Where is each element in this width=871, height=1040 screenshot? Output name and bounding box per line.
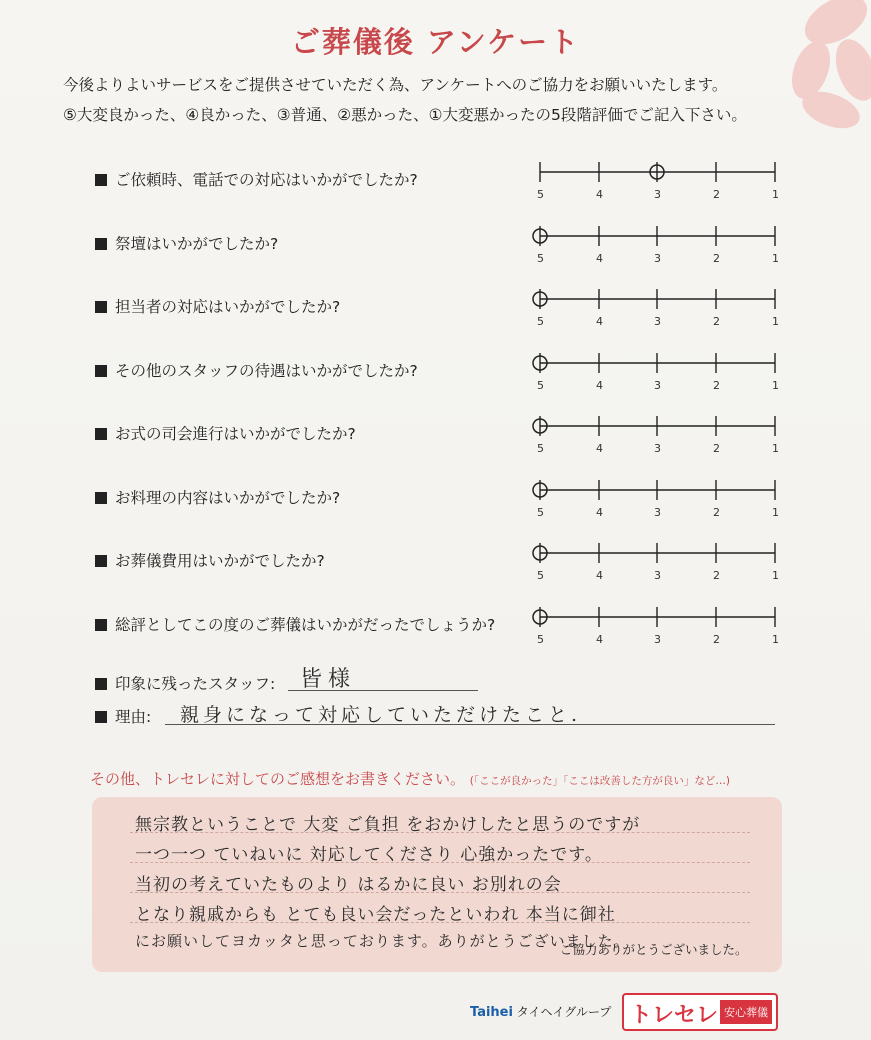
comment-note: (「ここが良かった」「ここは改善した方が良い」など…) — [469, 775, 730, 787]
staff-label: 印象に残ったスタッフ: — [115, 675, 276, 693]
scale-tick-label: 3 — [654, 632, 661, 645]
scale-tick-label: 2 — [713, 251, 720, 264]
footer-logo — [622, 993, 778, 1031]
reason-underline — [165, 724, 775, 725]
intro-line-1: 今後よりよいサービスをご提供させていただく為、アンケートへのご協力をお願いいたします。 — [63, 76, 728, 94]
scale-tick-label: 1 — [772, 632, 779, 645]
scale-tick-label: 5 — [537, 632, 544, 645]
question-text: 祭壇はいかがでしたか? — [115, 234, 279, 253]
scale-tick-label: 2 — [713, 315, 720, 327]
scale-tick-label: 2 — [713, 442, 720, 454]
comment-line-1: 無宗教ということで 大変 ご負担 をおかけしたと思うのですが — [135, 815, 641, 835]
bullet-square-icon — [95, 678, 107, 690]
rating-scale — [0, 478, 871, 518]
scale-tick-label: 1 — [772, 378, 779, 391]
rating-scale — [0, 541, 871, 581]
scale-tick-label: 5 — [537, 442, 544, 454]
reason-label: 理由: — [115, 708, 152, 726]
page-title: ご葬儀後 アンケート — [290, 25, 581, 59]
scale-tick-label: 1 — [772, 442, 779, 454]
footer-logo-sub: 安心葬儀 — [720, 1000, 772, 1024]
scale-tick-label: 3 — [654, 315, 661, 327]
intro-line-2: ⑤大変良かった、④良かった、③普通、②悪かった、①大変悪かったの5段階評価でご記入下さい。 — [63, 106, 747, 124]
staff-field — [95, 672, 275, 694]
scale-tick-label: 4 — [596, 251, 603, 264]
scale-tick-label: 3 — [654, 188, 661, 200]
comment-line-3: 当初の考えていたものより はるかに良い お別れの会 — [135, 875, 562, 895]
scale-tick-label: 1 — [772, 505, 779, 518]
rating-scale — [0, 287, 871, 327]
question-text: 総評としてこの度のご葬儀はいかがだったでしょうか? — [115, 615, 496, 634]
scale-tick-label: 5 — [537, 569, 544, 581]
footer-group-name: タイヘイグループ — [516, 1005, 612, 1019]
scale-tick-label: 5 — [537, 251, 544, 264]
thanks-text: ご協力ありがとうございました。 — [560, 942, 748, 957]
scale-tick-label: 2 — [713, 378, 720, 391]
question-text: お料理の内容はいかがでしたか? — [115, 488, 341, 507]
scale-tick-label: 4 — [596, 442, 603, 454]
footer-brand: Taihei — [470, 1005, 513, 1020]
comment-line-4: となり親戚からも とても良い会だったといわれ 本当に御社 — [135, 905, 616, 925]
question-text: その他のスタッフの待遇はいかがでしたか? — [115, 361, 418, 380]
comment-line-5: にお願いしてヨカッタと思っております。ありがとうございました。 — [135, 932, 630, 950]
rating-scale — [0, 160, 871, 200]
scale-tick-label: 3 — [654, 569, 661, 581]
rating-scale — [0, 414, 871, 454]
scale-tick-label: 5 — [537, 505, 544, 518]
comment-heading-text: その他、トレセレに対してのご感想をお書きください。 — [90, 770, 466, 788]
scale-tick-label: 2 — [713, 188, 720, 200]
rating-scale — [0, 351, 871, 391]
scale-tick-label: 4 — [596, 378, 603, 391]
scale-tick-label: 2 — [713, 505, 720, 518]
rating-scale — [0, 224, 871, 264]
scale-tick-label: 3 — [654, 505, 661, 518]
question-text: お式の司会進行はいかがでしたか? — [115, 425, 356, 443]
staff-underline — [288, 690, 478, 691]
scale-tick-label: 5 — [537, 188, 544, 200]
comment-heading — [90, 768, 730, 789]
staff-value: 皆様 — [300, 667, 357, 692]
scale-tick-label: 3 — [654, 378, 661, 391]
scale-tick-label: 3 — [654, 442, 661, 454]
question-text: お葬儀費用はいかがでしたか? — [115, 552, 325, 570]
scale-tick-label: 2 — [713, 569, 720, 581]
scale-tick-label: 4 — [596, 569, 603, 581]
comment-line-2: 一つ一つ ていねいに 対応してくださり 心強かったです。 — [135, 845, 603, 865]
reason-field — [95, 705, 151, 727]
scale-tick-label: 4 — [596, 315, 603, 327]
scale-tick-label: 4 — [596, 632, 603, 645]
scale-tick-label: 1 — [772, 569, 779, 581]
footer-group — [470, 1003, 611, 1020]
reason-value: 親身になって対応していただけたこと. — [180, 704, 582, 726]
question-text: ご依頼時、電話での対応はいかがでしたか? — [115, 171, 418, 189]
scale-tick-label: 2 — [713, 632, 720, 645]
footer-logo-text: トレセレ — [630, 1003, 719, 1028]
scale-tick-label: 5 — [537, 378, 544, 391]
scale-tick-label: 4 — [596, 505, 603, 518]
scale-tick-label: 5 — [537, 315, 544, 327]
scale-tick-label: 1 — [772, 315, 779, 327]
scale-tick-label: 4 — [596, 188, 603, 200]
rating-scale — [0, 605, 871, 645]
bullet-square-icon — [95, 711, 107, 723]
scale-tick-label: 1 — [772, 188, 779, 200]
question-text: 担当者の対応はいかがでしたか? — [115, 298, 341, 316]
scale-tick-label: 3 — [654, 251, 661, 264]
scale-tick-label: 1 — [772, 251, 779, 264]
